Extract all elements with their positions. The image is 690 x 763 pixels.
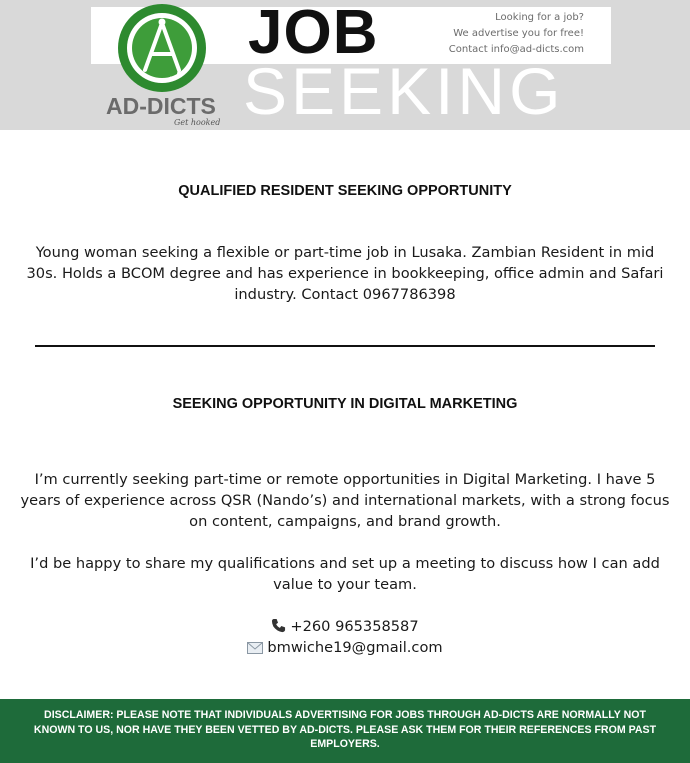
seeking-heading: SEEKING — [243, 54, 565, 128]
header-banner — [0, 0, 690, 130]
ad-1-body — [20, 242, 670, 305]
tagline-line: Looking for a job? — [495, 12, 584, 23]
ad-2-body — [18, 469, 672, 658]
phone-contact — [18, 616, 672, 637]
ad-2-contact — [18, 616, 672, 658]
ad-2-paragraph-1: I’m currently seeking part-time or remote opportunities in Digital Marketing. I have 5 years of experience across QSR (Nando’s) and international markets, with a strong focus on content, campaigns, and brand growth. — [20, 471, 670, 530]
ad-2-paragraph-2: I’d be happy to share my qualifications and set up a meeting to discuss how I can add value to your team. — [30, 555, 660, 593]
section-divider — [35, 345, 655, 347]
ad-2-title: SEEKING OPPORTUNITY IN DIGITAL MARKETING — [172, 396, 518, 412]
tagline-line: We advertise you for free! — [453, 28, 584, 39]
ad-1-title: QUALIFIED RESIDENT SEEKING OPPORTUNITY — [178, 183, 512, 199]
phone-number: +260 965358587 — [290, 618, 419, 635]
disclaimer-text: DISCLAIMER: PLEASE NOTE THAT INDIVIDUALS ADVERTISING FOR JOBS THROUGH AD-DICTS ARE NORMALLY NOT KNOWN TO US, NOR HAVE THEY BEEN VETTED BY AD-DICTS. PLEASE ASK THEM FOR THEIR REFERENCES FROM PAST EMPLOYERS. — [33, 709, 657, 750]
header-tagline — [449, 10, 584, 58]
disclaimer-footer — [0, 699, 690, 763]
logo-wordmark: AD-DICTS — [106, 93, 216, 119]
ad-dicts-logo-icon — [104, 2, 230, 128]
ad-1-description: Young woman seeking a flexible or part-time job in Lusaka. Zambian Resident in mid 30s. Holds a BCOM degree and has experience in bookkeeping, office admin and Safari industry. Contact 0967786398 — [26, 244, 664, 303]
tagline-line: Contact info@ad-dicts.com — [448, 44, 584, 55]
email-contact — [18, 637, 672, 658]
job-heading: JOB — [248, 0, 379, 67]
logo-tagline: Get hooked — [174, 118, 221, 127]
phone-icon — [271, 618, 286, 633]
envelope-icon — [247, 642, 263, 654]
email-address[interactable]: bmwiche19@gmail.com — [267, 639, 443, 656]
